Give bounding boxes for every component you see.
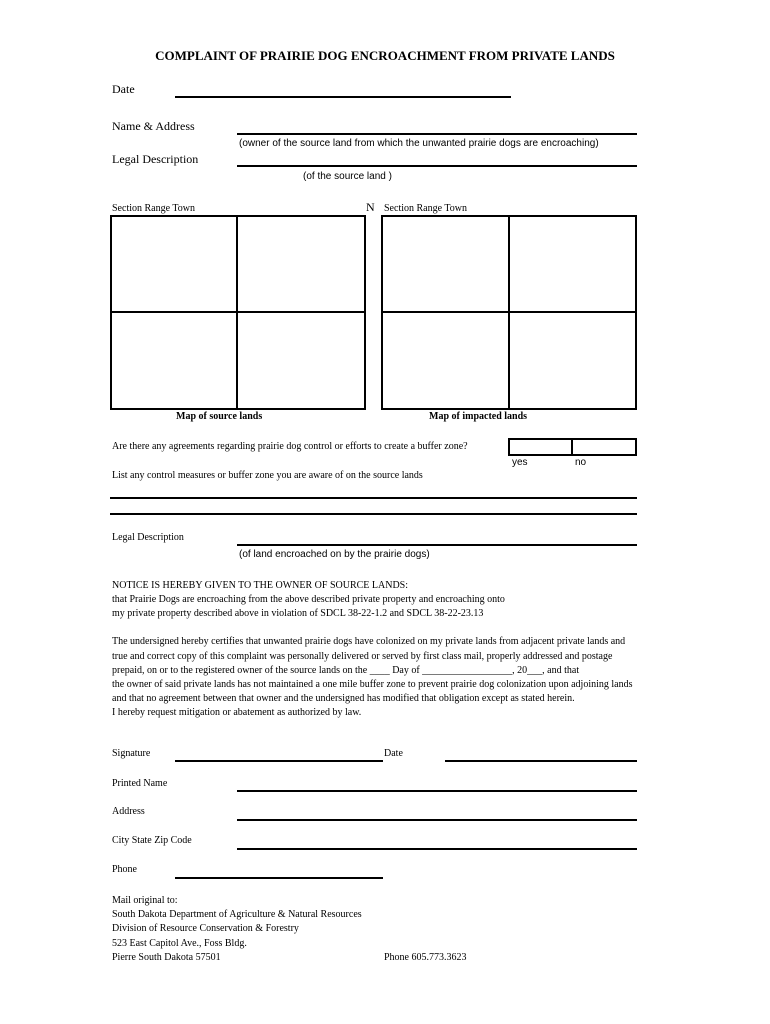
address-label: Address	[112, 806, 145, 817]
mail-to-line-4: 523 East Capitol Ave., Foss Bldg.	[112, 938, 247, 949]
signature-date-line[interactable]	[445, 760, 637, 762]
signature-label: Signature	[112, 748, 151, 759]
phone-label: Phone	[112, 864, 137, 875]
yes-label: yes	[512, 457, 528, 468]
certification-line-1: The undersigned hereby certifies that unwanted prairie dogs have colonized on my private lands from adjacent private lands and	[112, 636, 626, 647]
certification-line-2: true and correct copy of this complaint was personally delivered or served by first class mail, properly addressed and postage	[112, 651, 613, 662]
north-marker: N	[366, 200, 375, 214]
certification-line-3: prepaid, on or to the registered owner of the source lands on the ____ Day of __________________, 20___, and that	[112, 665, 580, 676]
impacted-map-divider-h	[381, 311, 637, 313]
source-map-caption: Map of source lands	[176, 411, 263, 422]
legal-description-line[interactable]	[237, 165, 637, 167]
control-measures-line-1[interactable]	[110, 497, 637, 499]
certification-line-5: and that no agreement between that owner and the undersigned has modified that obligation except as stated herein.	[112, 693, 575, 704]
owner-note: (owner of the source land from which the unwanted prairie dogs are encroaching)	[239, 138, 599, 149]
left-map-header: Section Range Town	[112, 203, 195, 214]
printed-name-label: Printed Name	[112, 778, 168, 789]
impacted-legal-description-label: Legal Description	[112, 532, 184, 543]
mail-to-line-1: Mail original to:	[112, 895, 178, 906]
source-map-divider-h	[110, 311, 366, 313]
notice-line-2: my private property described above in violation of SDCL 38-22-1.2 and SDCL 38-22-23.13	[112, 608, 484, 619]
address-line[interactable]	[237, 819, 637, 821]
city-state-zip-line[interactable]	[237, 848, 637, 850]
no-label: no	[575, 457, 587, 468]
certification-line-6: I hereby request mitigation or abatement as authorized by law.	[112, 707, 362, 718]
phone-line[interactable]	[175, 877, 383, 879]
notice-heading: NOTICE IS HEREBY GIVEN TO THE OWNER OF SOURCE LANDS:	[112, 580, 409, 591]
notice-line-1: that Prairie Dogs are encroaching from the above described private property and encroaching onto	[112, 594, 505, 605]
signature-date-label: Date	[384, 748, 403, 759]
no-checkbox[interactable]	[573, 440, 635, 454]
city-state-zip-label: City State Zip Code	[112, 835, 192, 846]
mail-to-phone: Phone 605.773.3623	[384, 952, 467, 963]
source-land-note: (of the source land )	[303, 171, 392, 182]
form-title: COMPLAINT OF PRAIRIE DOG ENCROACHMENT FROM PRIVATE LANDS	[155, 48, 615, 63]
date-label: Date	[112, 82, 135, 96]
printed-name-line[interactable]	[237, 790, 637, 792]
right-map-header: Section Range Town	[384, 203, 467, 214]
name-address-line[interactable]	[237, 133, 637, 135]
impacted-map-caption: Map of impacted lands	[429, 411, 528, 422]
mail-to-line-3: Division of Resource Conservation & Forestry	[112, 923, 299, 934]
name-address-label: Name & Address	[112, 119, 195, 133]
control-measures-line-2[interactable]	[110, 513, 637, 515]
impacted-legal-description-line[interactable]	[237, 544, 637, 546]
mail-to-line-5: Pierre South Dakota 57501	[112, 952, 221, 963]
agreements-question: Are there any agreements regarding prairie dog control or efforts to create a buffer zone?	[112, 441, 468, 452]
control-measures-label: List any control measures or buffer zone you are aware of on the source lands	[112, 470, 423, 481]
legal-description-label: Legal Description	[112, 152, 199, 166]
impacted-note: (of land encroached on by the prairie dogs)	[239, 549, 430, 560]
signature-line[interactable]	[175, 760, 383, 762]
yes-checkbox[interactable]	[510, 440, 570, 454]
date-line[interactable]	[175, 96, 511, 98]
mail-to-line-2: South Dakota Department of Agriculture & Natural Resources	[112, 909, 362, 920]
certification-line-4: the owner of said private lands has not maintained a one mile buffer zone to prevent prairie dog colonization upon adjoining lands	[112, 679, 633, 690]
